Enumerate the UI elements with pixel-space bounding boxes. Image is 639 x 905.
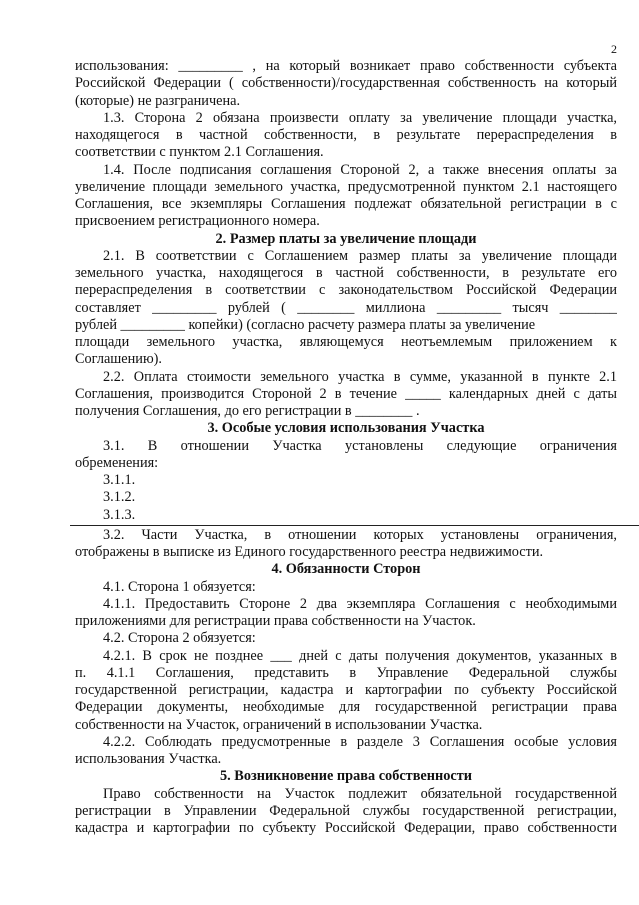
text-line: обременения: — [75, 454, 159, 471]
text-line: использования Участка. — [75, 751, 222, 767]
text-line: Соглашению). — [75, 351, 162, 368]
text-line: (которые) не разграничена. — [75, 92, 241, 109]
text-line: приложениями для регистрации права собственности на Участок. — [75, 613, 476, 629]
text-line: 4.2. Сторона 2 обязуется: — [103, 630, 256, 647]
text-line: получения Соглашения, до его регистрации в ________ . — [75, 403, 420, 419]
section-heading: 2. Размер платы за увеличение площади — [215, 230, 477, 247]
text-line: 4.2.1. В срок не позднее ___ дней с даты получения документов, указанных в — [103, 647, 617, 664]
text-line: 3.1.3. — [103, 506, 136, 523]
text-line: кадастра и картографии по субъекту Российской Федерации, право собственности — [75, 820, 617, 836]
text-line: 1.4. После подписания соглашения Стороной 2, а также внесения оплаты за — [103, 161, 617, 178]
text-line: регистрации в Управлении Федеральной службы государственной регистрации, — [75, 802, 617, 819]
text-line: земельного участка, находящегося в частной собственности, в результате его — [75, 265, 617, 281]
text-line: соответствии с пунктом 2.1 Соглашения. — [75, 144, 324, 161]
text-line: 4.1.1. Предоставить Стороне 2 два экземпляра Соглашения с необходимыми — [103, 595, 617, 612]
section-heading: 5. Возникновение права собственности — [219, 768, 473, 785]
section-heading: 3. Особые условия использования Участка — [207, 420, 485, 437]
text-line: Российской Федерации ( собственности)/государственная собственность на который — [75, 75, 617, 92]
text-line: отображены в выписке из Единого государственного реестра недвижимости. — [75, 544, 544, 560]
text-line: 3.1.1. — [103, 472, 136, 488]
text-line: площади земельного участка, являющемуся неотъемлемым приложением к — [75, 334, 617, 350]
text-line: увеличение площади земельного участка, предусмотренной пунктом 2.1 настоящего — [75, 178, 617, 195]
text-line: рублей _________ копейки) (согласно расчету размера платы за увеличение — [75, 316, 536, 333]
text-line: перераспределения в соответствии с законодательством Российской Федерации — [75, 282, 617, 299]
text-line: Соглашения, все экземпляры Соглашения подлежат обязательной регистрации в с — [75, 196, 617, 212]
text-line: 4.2.2. Соблюдать предусмотренные в разделе 3 Соглашения особые условия — [103, 733, 617, 750]
text-line: находящегося в частной собственности, в результате перераспределения в — [75, 127, 617, 143]
text-line: 3.2. Части Участка, в отношении которых установлены ограничения, — [103, 526, 617, 543]
text-line: использования: _________ , на который возникает право собственности субъекта — [75, 58, 617, 74]
text-line: Соглашения, производится Стороной 2 в течение _____ календарных дней с даты — [75, 385, 617, 402]
text-line: 4.1. Сторона 1 обязуется: — [103, 578, 256, 595]
text-line: составляет _________ рублей ( ________ миллиона _________ тысяч ________ — [75, 299, 617, 316]
horizontal-rule — [70, 525, 639, 526]
text-line: 2.2. Оплата стоимости земельного участка в сумме, указанной в пункте 2.1 — [103, 368, 617, 385]
text-line: 2.1. В соответствии с Соглашением размер платы за увеличение площади — [103, 247, 617, 264]
text-line: Федерации документы, необходимые для государственной регистрации права — [75, 699, 617, 716]
text-line: государственной регистрации, кадастра и картографии по субъекту Российской — [75, 682, 617, 698]
text-line: 1.3. Сторона 2 обязана произвести оплату за увеличение площади участка, — [103, 109, 617, 126]
section-heading: 4. Обязанности Сторон — [271, 561, 421, 578]
document-body — [75, 58, 617, 837]
text-line: Право собственности на Участок подлежит обязательной государственной — [103, 785, 617, 802]
text-line: присвоением регистрационного номера. — [75, 213, 320, 230]
text-line: 3.1.2. — [103, 489, 136, 506]
text-line: собственности на Участок, ограничений в использовании Участка. — [75, 716, 483, 733]
text-line: 3.1. В отношении Участка установлены следующие ограничения — [103, 437, 617, 454]
text-line: п. 4.1.1 Соглашения, представить в Управление Федеральной службы — [75, 664, 617, 681]
page-number: 2 — [611, 42, 617, 56]
